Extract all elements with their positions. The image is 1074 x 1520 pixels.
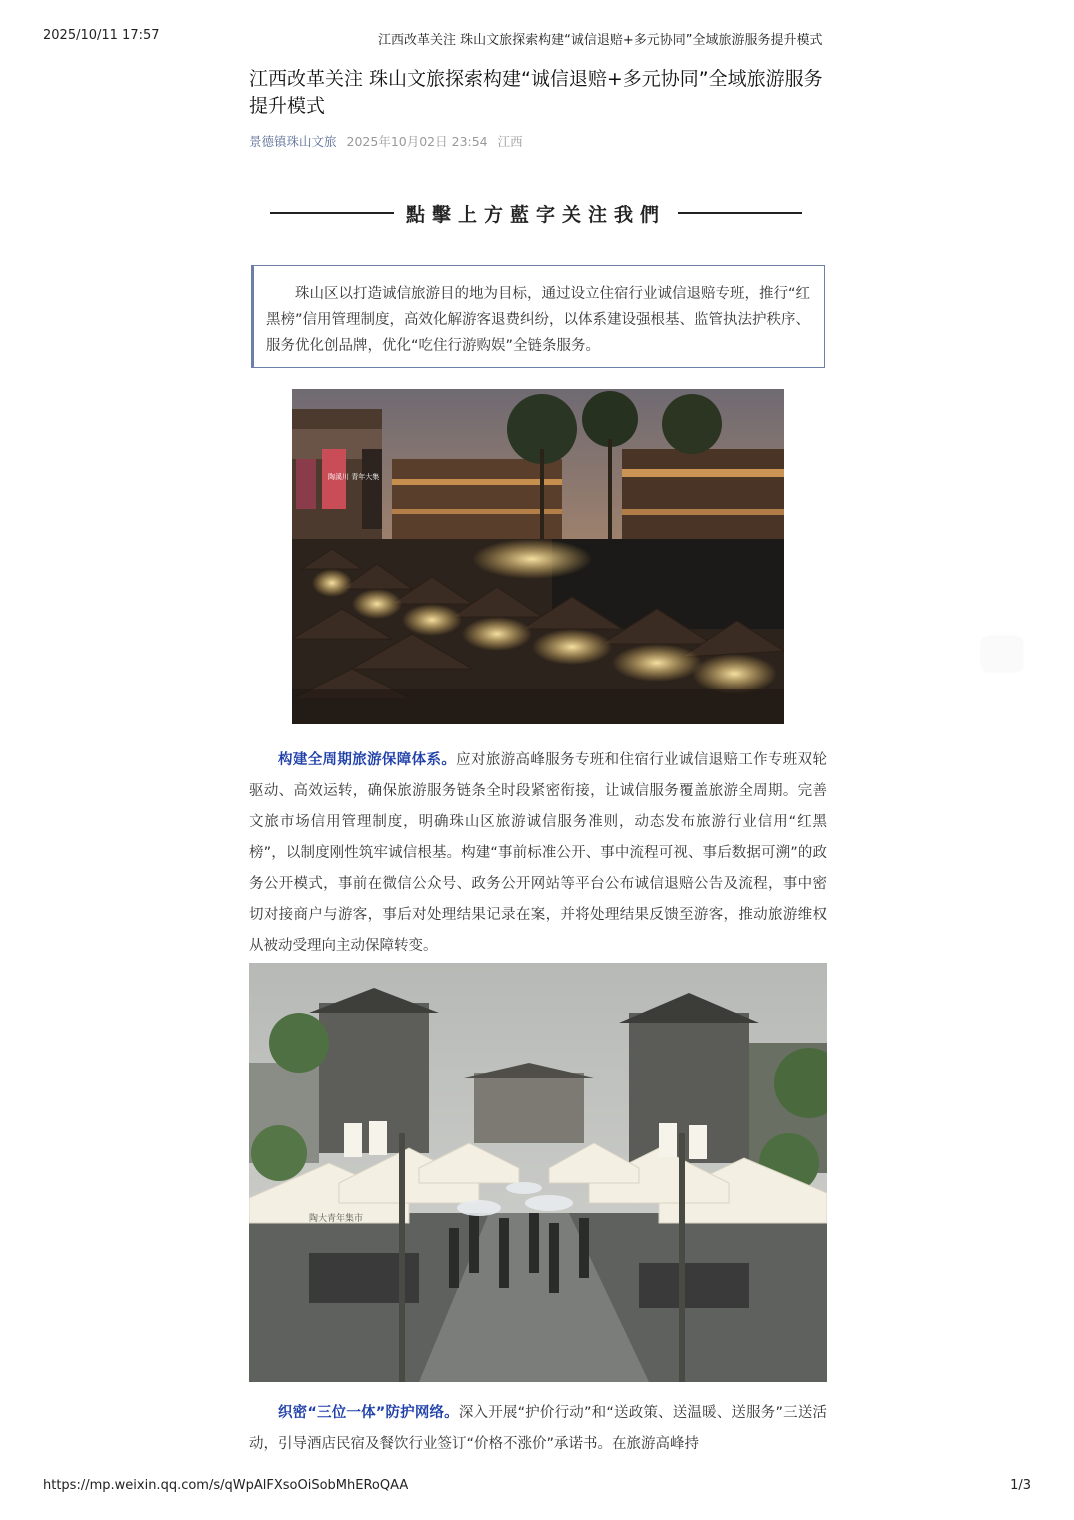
tent-text: 陶大青年集市 — [309, 1214, 364, 1224]
section-2-body: 深入开展“护价行动”和“送政策、送温暖、送服务”三送活动，引导酒店民宿及餐饮行业签订“价格不涨价”承诺书。在旅游高峰持 — [249, 1405, 827, 1452]
article-meta — [249, 132, 827, 150]
print-footer-url: https://mp.weixin.qq.com/s/qWpAlFXsoOiSobMhERoQAA — [43, 1478, 409, 1493]
banner-divider-right — [678, 212, 802, 214]
poster-text: 陶溪川 青年大集 — [328, 473, 380, 481]
author-link[interactable]: 景德镇珠山文旅 — [249, 134, 337, 149]
section-1-body: 应对旅游高峰服务专班和住宿行业诚信退赔工作专班双轮驱动、高效运转，确保旅游服务链条全时段紧密衔接，让诚信服务覆盖旅游全周期。完善文旅市场信用管理制度，明确珠山区旅游诚信服务准则，动态发布旅游行业信用“红黑榜”，以制度刚性筑牢诚信根基。构建“事前标准公开、事中流程可视、事后数据可溯”的政务公开模式，事前在微信公众号、政务公开网站等平台公布诚信退赔公告及流程，事中密切对接商户与游客，事后对处理结果记录在案，并将处理结果反馈至游客，推动旅游维权从被动受理向主动保障转变。 — [249, 752, 828, 954]
print-header-date: 2025/10/11 17:57 — [43, 28, 160, 43]
night-market-photo — [292, 389, 784, 724]
summary-box: 珠山区以打造诚信旅游目的地为目标，通过设立住宿行业诚信退赔专班，推行“红黑榜”信用管理制度，高效化解游客退费纠纷，以体系建设强根基、监管执法护秩序、服务优化创品牌，优化“吃住行游购娱”全链条服务。 — [251, 265, 825, 368]
publish-date: 2025年10月02日 23:54 — [346, 134, 488, 149]
follow-banner-text: 點擊上方藍字关注我們 — [406, 203, 667, 226]
publish-location: 江西 — [497, 134, 523, 149]
print-footer-page: 1/3 — [1010, 1478, 1031, 1493]
print-header-title: 江西改革关注 珠山文旅探索构建“诚信退赔+多元协同”全域旅游服务提升模式 — [378, 33, 823, 48]
section-2-paragraph — [249, 1398, 827, 1460]
banner-divider-left — [270, 212, 394, 214]
article-title: 江西改革关注 珠山文旅探索构建“诚信退赔+多元协同”全域旅游服务提升模式 — [249, 68, 823, 117]
side-float-tab[interactable] — [982, 637, 1022, 671]
follow-banner — [270, 200, 802, 226]
market-street-photo — [249, 963, 827, 1382]
section-1-lead: 构建全周期旅游保障体系。 — [278, 752, 457, 768]
section-1-paragraph — [249, 745, 827, 962]
article-header — [249, 66, 827, 150]
section-2-lead: 织密“三位一体”防护网络。 — [278, 1405, 459, 1421]
